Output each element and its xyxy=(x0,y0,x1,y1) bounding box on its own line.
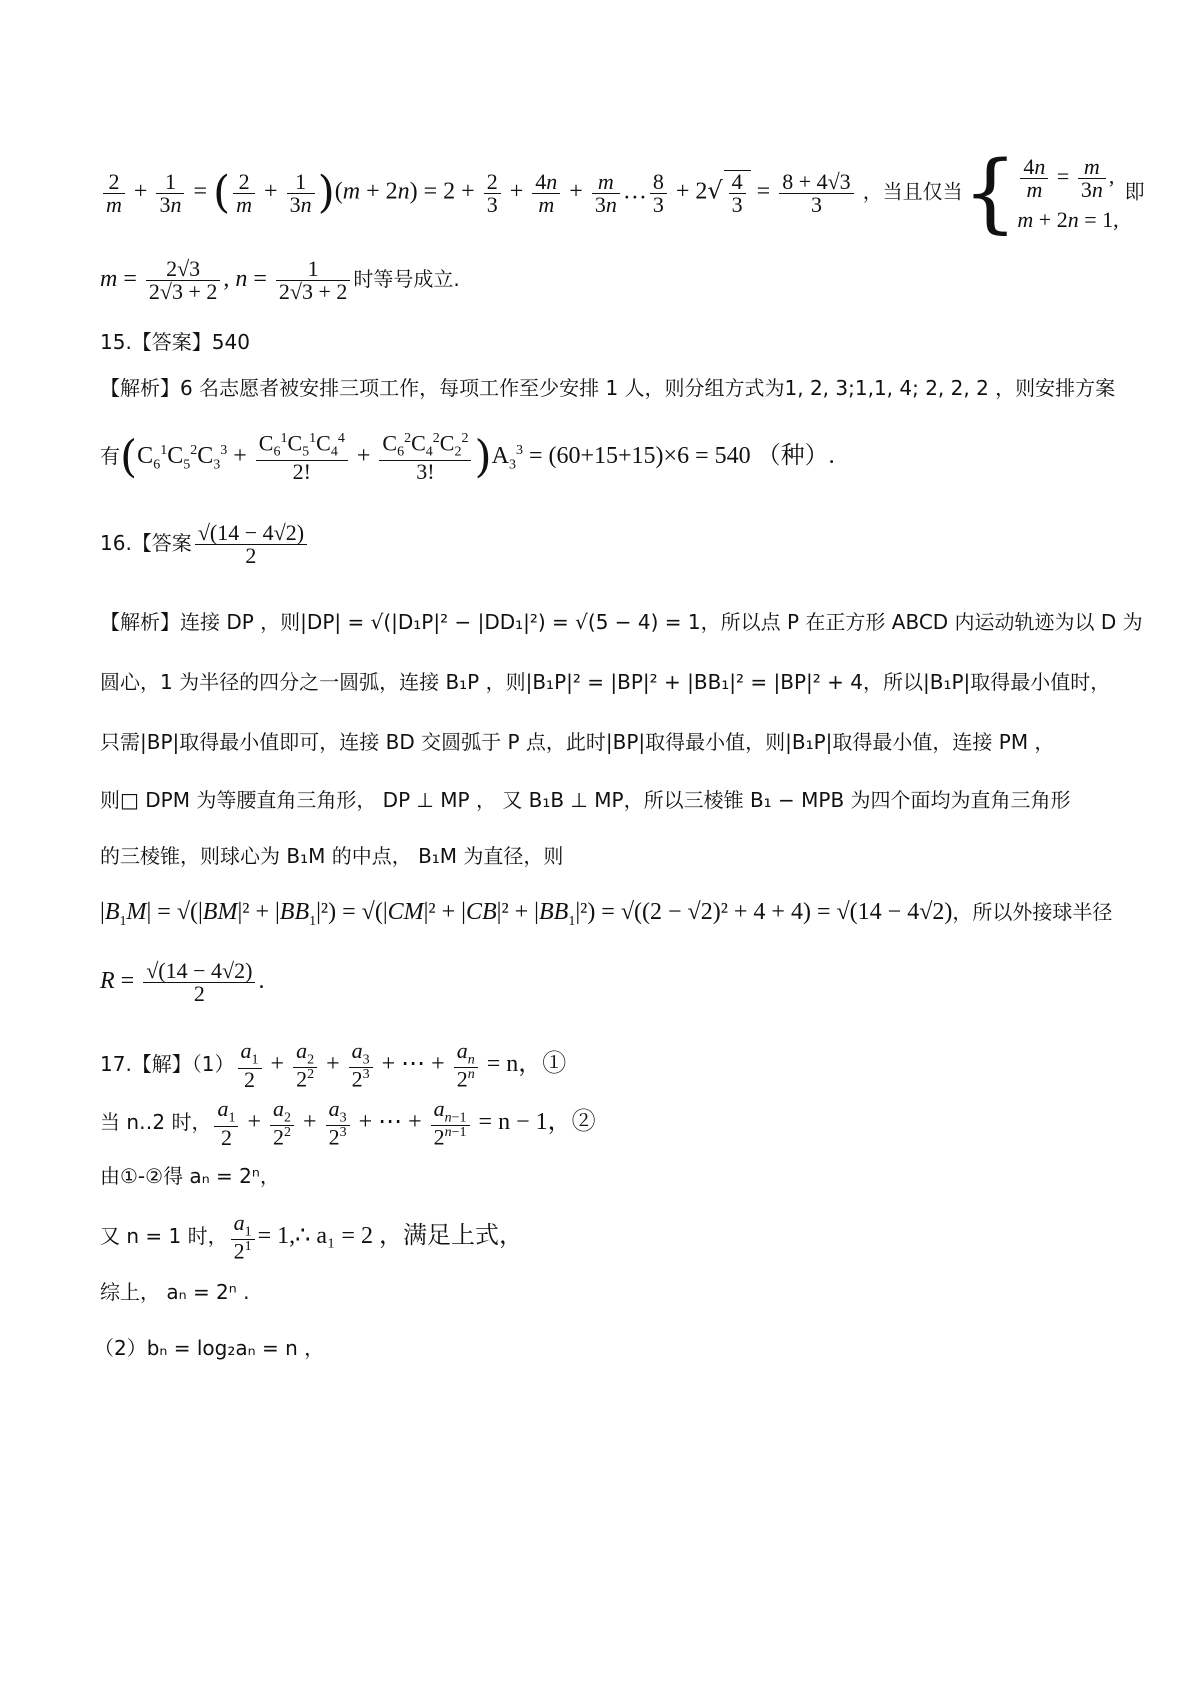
equation-system: $\frac{4n}{m}$ = $\frac{m}{3n}$ , m + 2n = 1, xyxy=(1017,153,1119,232)
q16-radius-formula: $|B_1M| = √(|BM|^2 + |BB_1|^2) = √(|CM|^2 + |CB|^2 + |BB_1|^2) = √((2 - √2)^2 + 4 + 4) = √(14 - 4√2)$，所以外接球半径 xyxy=(100,899,1113,929)
q17-line-2-head: 当 n‥2 时， xyxy=(100,1109,212,1134)
q15-formula: 有($C_6^1C_5^2C_3^3$ + $\frac{C_6^1C_5^1C_4^4}{2!}$ + $\frac{C_6^2C_4^2C_2^2}{3!}$ )$A_3^3 = (60+15+15)\times 6 = 540$ （种）. xyxy=(100,430,835,484)
equation-line-2: m = $\frac{2√3}{2√3 + 2}$ , n = $\frac{1}{2√3 + 2}$ 时等号成立. xyxy=(100,256,460,304)
equation-line-1: $\frac{2}{m}$ + $\frac{1}{3n}$ = ( $\frac{2}{m}$ + $\frac{1}{3n}$ )(m + 2n) = 2 + $\frac{2}{3}$ + $\frac{4n}{m}$ + $\frac{m}{3n}$ … $\frac{8}{3}$ + 2√ $\frac{4}{3}$ = $\frac{8 + 4√3}{3}$ ，当且仅当{ $\frac{4n}{m}$ = $\frac{m}{3n}$ , m + 2n = 1, 即 xyxy=(100,150,1145,236)
q16-analysis-p4: 则□ DPM 为等腰直角三角形， DP ⊥ MP ， 又 B₁B ⊥ MP，所以三棱锥 B₁ − MPB 为四个面均为直角三角形 xyxy=(100,788,1071,812)
equality-condition-text: ，当且仅当 xyxy=(862,179,963,204)
q16-radius-result: R = $\frac{√(14 - 4√2)}{2}$ . xyxy=(100,958,265,1006)
ji-text: 即 xyxy=(1124,179,1145,204)
q15-analysis: 【解析】6 名志愿者被安排三项工作，每项工作至少安排 1 人，则分组方式为1, 2, 3;1,1, 4; 2, 2, 2 ，则安排方案 xyxy=(100,376,1116,400)
q15-answer: 15.【答案】540 xyxy=(100,330,250,354)
q17-line-4: 又 n = 1 时， $\frac{a_1}{2^1}$ = 1,∴ a₁ = 2 ，满足上式， xyxy=(100,1210,523,1264)
q16-analysis-p3: 只需|BP|取得最小值即可，连接 BD 交圆弧于 P 点，此时|BP|取得最小值，则|B₁P|取得最小值，连接 PM ， xyxy=(100,730,1055,754)
q17-head: 17.【解】（1） xyxy=(100,1051,235,1076)
q17-line-4-head: 又 n = 1 时， xyxy=(100,1223,228,1248)
q16-answer-label: 16.【答案 xyxy=(100,531,192,556)
equality-holds-text: 时等号成立. xyxy=(353,267,460,292)
q17-line-4-tail: = 1,∴ a₁ = 2 ，满足上式， xyxy=(257,1222,523,1249)
q17-line-5: 综上， aₙ = 2ⁿ . xyxy=(100,1280,250,1304)
q17-line-6: （2）bₙ = log₂aₙ = n ， xyxy=(94,1336,325,1360)
q15-result: = (60+15+15)×6 = 540 （种）. xyxy=(528,442,835,469)
q16-answer: 16.【答案 $\frac{√(14 - 4√2)}{2}$ xyxy=(100,522,310,567)
q17-line-1: 17.【解】（1） $\frac{a_1}{2}$ + $\frac{a_2}{2^2}$ + $\frac{a_3}{2^3}$ + ⋯ + $\frac{a_n}{2^n}$ = n，① xyxy=(100,1038,567,1092)
q16-analysis-p5: 的三棱锥，则球心为 B₁M 的中点， B₁M 为直径，则 xyxy=(100,844,564,868)
q15-you-text: 有 xyxy=(100,443,120,468)
q16-analysis-p1: 【解析】连接 DP ，则|DP| = √(|D₁P|² − |DD₁|²) = √(5 − 4) = 1，所以点 P 在正方形 ABCD 内运动轨迹为以 D 为 xyxy=(100,610,1143,634)
q17-line-2: 当 n‥2 时， $\frac{a_1}{2}$ + $\frac{a_2}{2^2}$ + $\frac{a_3}{2^3}$ + ⋯ + $\frac{a_{n-1}}{2^{n-1}}$ = n − 1，② xyxy=(100,1096,596,1150)
q16-analysis-p2: 圆心，1 为半径的四分之一圆弧，连接 B₁P ，则|B₁P|² = |BP|² + |BB₁|² = |BP|² + 4，所以|B₁P|取得最小值时， xyxy=(100,670,1111,694)
q17-line-1-tail: = n，① xyxy=(486,1050,567,1077)
q17-line-3: 由①-②得 aₙ = 2ⁿ， xyxy=(100,1164,280,1188)
q17-line-2-tail: = n − 1，② xyxy=(478,1108,596,1135)
q16-radius-tail: ，所以外接球半径 xyxy=(952,900,1113,924)
